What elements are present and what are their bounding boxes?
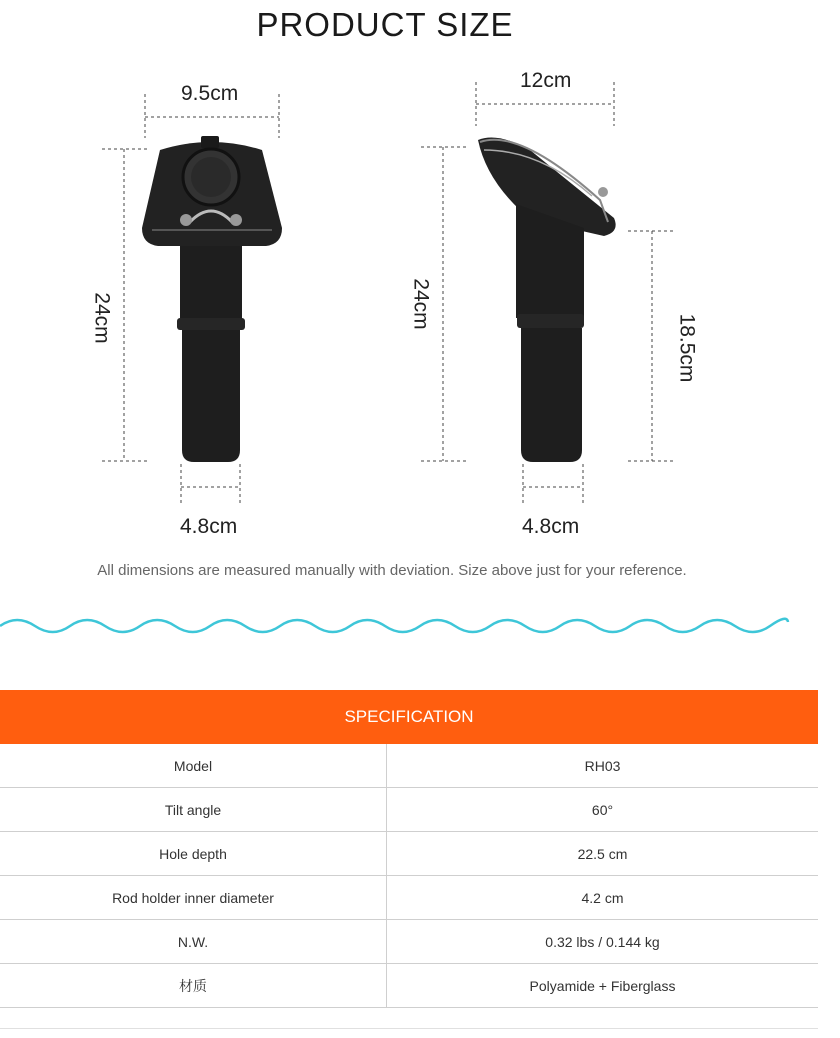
table-row bbox=[0, 744, 818, 788]
table-row bbox=[0, 832, 818, 876]
spec-key: Hole depth bbox=[0, 832, 387, 876]
table-row bbox=[0, 920, 818, 964]
spec-value: 60° bbox=[387, 788, 819, 832]
right-height-label: 24cm bbox=[409, 278, 433, 330]
left-bottom-diameter-label: 4.8cm bbox=[180, 515, 238, 538]
spec-value: 22.5 cm bbox=[387, 832, 819, 876]
right-bottom-diameter-label: 4.8cm bbox=[522, 515, 580, 538]
wave-divider bbox=[0, 612, 840, 642]
bottom-divider bbox=[0, 1028, 818, 1029]
specification-heading: SPECIFICATION bbox=[0, 690, 818, 744]
spec-value: Polyamide + Fiberglass bbox=[387, 964, 819, 1008]
dimension-diagram bbox=[0, 60, 840, 550]
right-top-width-label: 12cm bbox=[520, 69, 572, 92]
table-row bbox=[0, 788, 818, 832]
spec-value: RH03 bbox=[387, 744, 819, 788]
spec-key: Tilt angle bbox=[0, 788, 387, 832]
spec-key: Model bbox=[0, 744, 387, 788]
spec-key: 材质 bbox=[0, 964, 387, 1008]
spec-key: Rod holder inner diameter bbox=[0, 876, 387, 920]
left-height-label: 24cm bbox=[90, 292, 114, 344]
specification-table bbox=[0, 690, 818, 1008]
disclaimer-note: All dimensions are measured manually with deviation. Size above just for your reference. bbox=[97, 562, 687, 579]
page-title: PRODUCT SIZE bbox=[256, 6, 514, 43]
table-row bbox=[0, 876, 818, 920]
spec-key: N.W. bbox=[0, 920, 387, 964]
spec-value: 0.32 lbs / 0.144 kg bbox=[387, 920, 819, 964]
table-row bbox=[0, 964, 818, 1008]
left-top-width-label: 9.5cm bbox=[181, 82, 239, 105]
right-tube-length-label: 18.5cm bbox=[675, 313, 699, 383]
spec-value: 4.2 cm bbox=[387, 876, 819, 920]
